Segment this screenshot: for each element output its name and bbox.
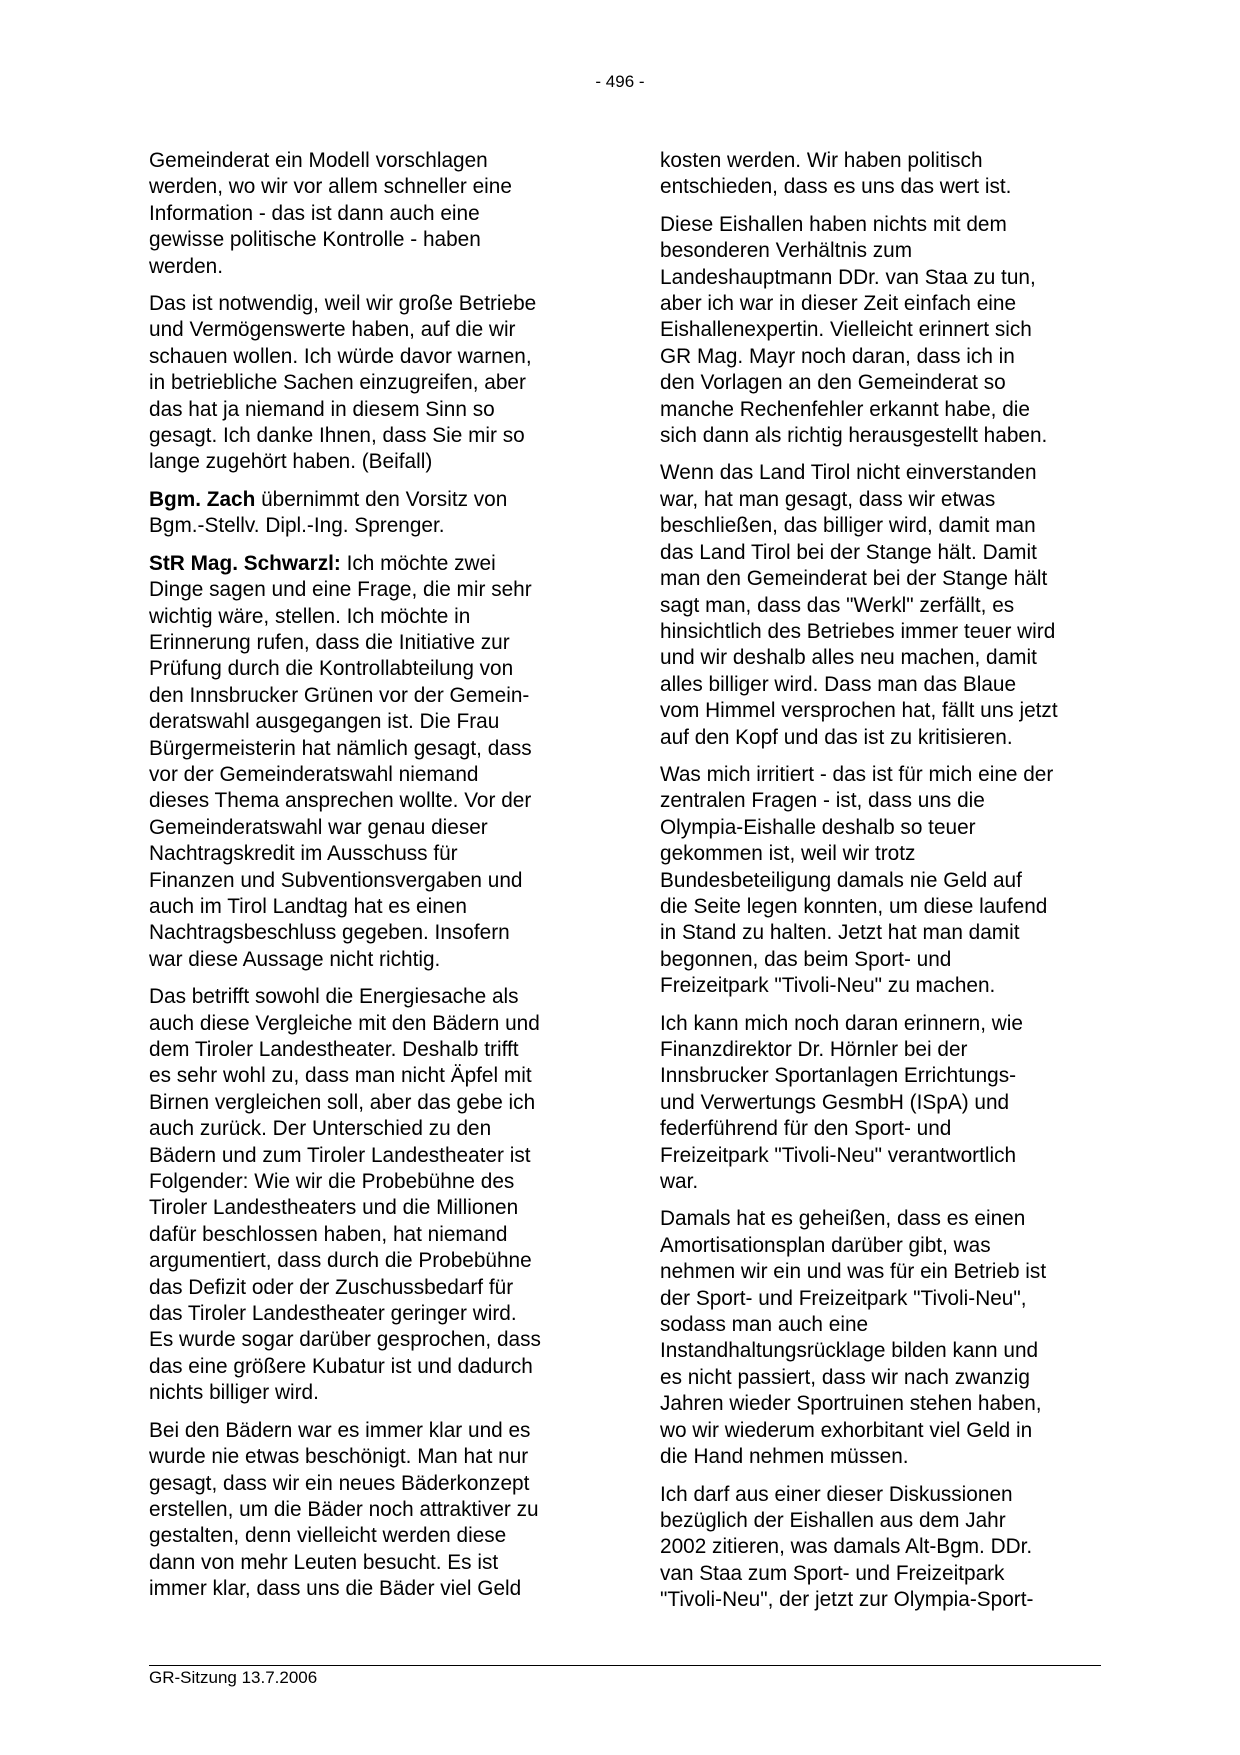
paragraph — [149, 551, 594, 974]
text-line: Tiroler Landestheaters und die Millionen — [149, 1196, 519, 1220]
text-line: das Tiroler Landestheater geringer wird. — [149, 1302, 517, 1326]
text-line: und wir deshalb alles neu machen, damit — [660, 646, 1037, 670]
text-line: dann von mehr Leuten besucht. Es ist — [149, 1550, 499, 1574]
paragraph — [149, 984, 594, 1407]
text-line: war. — [660, 1170, 699, 1194]
text-line: Was mich irritiert - das ist für mich eine der — [660, 762, 1054, 786]
text-line: auch im Tirol Landtag hat es einen — [149, 894, 467, 918]
text-line: Eishallenexpertin. Vielleicht erinnert sich — [660, 318, 1032, 342]
text-line: nehmen wir ein und was für ein Betrieb ist — [660, 1260, 1047, 1284]
footer-divider — [149, 1665, 1101, 1666]
text-line: Bgm.-Stellv. Dipl.-Ing. Sprenger. — [149, 514, 445, 538]
speech-text: Ich möchte zwei — [340, 551, 496, 575]
paragraph — [660, 1482, 1105, 1614]
text-line: beschließen, das billiger wird, damit man — [660, 514, 1036, 538]
text-line: war diese Aussage nicht richtig. — [149, 947, 441, 971]
text-line: federführend für den Sport- und — [660, 1117, 952, 1141]
text-line: Bei den Bädern war es immer klar und es — [149, 1418, 531, 1442]
text-line: Folgender: Wie wir die Probebühne des — [149, 1170, 515, 1194]
speaker-name: Bgm. Zach — [149, 487, 256, 511]
text-line: das Land Tirol bei der Stange hält. Damit — [660, 540, 1037, 564]
text-line: kosten werden. Wir haben politisch — [660, 149, 983, 172]
text-line: argumentiert, dass durch die Probebühne — [149, 1249, 532, 1273]
text-line: Olympia-Eishalle deshalb so teuer — [660, 815, 976, 839]
paragraph — [660, 460, 1105, 750]
text-line: sodass man auch eine — [660, 1313, 869, 1337]
text-line: die Hand nehmen müssen. — [660, 1445, 909, 1469]
text-line: gewisse politische Kontrolle - haben — [149, 228, 481, 252]
text-line: Landeshauptmann DDr. van Staa zu tun, — [660, 265, 1036, 289]
text-line: und Verwertungs GesmbH (ISpA) und — [660, 1090, 1010, 1114]
text-line: das eine größere Kubatur ist und dadurch — [149, 1354, 533, 1378]
text-line: wurde nie etwas beschönigt. Man hat nur — [149, 1445, 529, 1469]
text-line: Freizeitpark "Tivoli-Neu" zu machen. — [660, 974, 996, 998]
text-line: alles billiger wird. Dass man das Blaue — [660, 672, 1017, 696]
text-line: Damals hat es geheißen, dass es einen — [660, 1207, 1026, 1231]
text-line: den Innsbrucker Grünen vor der Gemein- — [149, 683, 530, 707]
footer-session-date: GR-Sitzung 13.7.2006 — [149, 1668, 318, 1687]
text-line: GR Mag. Mayr noch daran, dass ich in — [660, 344, 1015, 368]
paragraph — [149, 291, 594, 476]
text-line: manche Rechenfehler erkannt habe, die — [660, 397, 1030, 421]
text-line — [149, 551, 594, 577]
right-column — [660, 148, 1105, 1625]
text-line: den Vorlagen an den Gemeinderat so — [660, 371, 1006, 395]
text-line: dem Tiroler Landestheater. Deshalb trifft — [149, 1038, 519, 1061]
text-line: Instandhaltungsrücklage bilden kann und — [660, 1339, 1039, 1363]
page-number: - 496 - — [595, 72, 645, 91]
text-line: lange zugehört haben. (Beifall) — [149, 450, 433, 474]
text-line: nichts billiger wird. — [149, 1381, 319, 1405]
text-line: Das ist notwendig, weil wir große Betriebe — [149, 292, 537, 316]
text-line: Ich darf aus einer dieser Diskussionen — [660, 1482, 1013, 1506]
paragraph — [660, 212, 1105, 450]
text-line: vor der Gemeinderatswahl niemand — [149, 762, 479, 786]
text-line: auf den Kopf und das ist zu kritisieren. — [660, 725, 1013, 749]
text-line: wo wir wiederum exhorbitant viel Geld in — [660, 1418, 1033, 1442]
text-line: Wenn das Land Tirol nicht einverstanden — [660, 461, 1037, 485]
text-line: gestalten, denn vielleicht werden diese — [149, 1524, 507, 1548]
text-line: entschieden, dass es uns das wert ist. — [660, 175, 1012, 199]
text-line: Freizeitpark "Tivoli-Neu" verantwortlich — [660, 1143, 1017, 1167]
text-line: auch zurück. Der Unterschied zu den — [149, 1117, 492, 1141]
text-line: gesagt, dass wir ein neues Bäderkonzept — [149, 1471, 530, 1495]
text-line: Finanzen und Subventionsvergaben und — [149, 868, 523, 892]
text-line: Prüfung durch die Kontrollabteilung von — [149, 657, 514, 681]
text-line: gesagt. Ich danke Ihnen, dass Sie mir so — [149, 424, 525, 448]
text-line: gekommen ist, weil wir trotz — [660, 842, 916, 866]
paragraph — [660, 1011, 1105, 1196]
text-line: "Tivoli-Neu", der jetzt zur Olympia-Sport- — [660, 1588, 1034, 1612]
paragraph — [660, 762, 1105, 1000]
text-line: in Stand zu halten. Jetzt hat man damit — [660, 921, 1020, 945]
text-line: in betriebliche Sachen einzugreifen, aber — [149, 371, 526, 395]
text-line: schauen wollen. Ich würde davor warnen, — [149, 344, 532, 368]
speaker-name: StR Mag. Schwarzl: — [149, 551, 341, 575]
text-line: Amortisationsplan darüber gibt, was — [660, 1233, 991, 1257]
text-line: Es wurde sogar darüber gesprochen, dass — [149, 1328, 541, 1352]
text-line: Bürgermeisterin hat nämlich gesagt, dass — [149, 736, 532, 760]
text-line: bezüglich der Eishallen aus dem Jahr — [660, 1508, 1006, 1532]
text-line: erstellen, um die Bäder noch attraktiver zu — [149, 1497, 539, 1521]
text-line — [149, 487, 594, 513]
text-line: werden. — [149, 254, 223, 278]
text-line: war, hat man gesagt, dass wir etwas — [660, 487, 996, 511]
text-line: hinsichtlich des Betriebes immer teuer wird — [660, 619, 1056, 643]
text-line: Information - das ist dann auch eine — [149, 201, 480, 225]
paragraph — [149, 148, 594, 280]
text-line: Bundesbeteiligung damals nie Geld auf — [660, 868, 1022, 892]
text-line: Bädern und zum Tiroler Landestheater ist — [149, 1143, 531, 1167]
text-line: van Staa zum Sport- und Freizeitpark — [660, 1561, 1005, 1585]
text-line: dafür beschlossen haben, hat niemand — [149, 1222, 508, 1246]
text-line: Erinnerung rufen, dass die Initiative zur — [149, 630, 510, 654]
text-line: es nicht passiert, dass wir nach zwanzig — [660, 1365, 1030, 1389]
text-line: 2002 zitieren, was damals Alt-Bgm. DDr. — [660, 1535, 1033, 1559]
text-line: Gemeinderat ein Modell vorschlagen — [149, 149, 488, 172]
text-line: aber ich war in dieser Zeit einfach eine — [660, 292, 1017, 316]
text-line: und Vermögenswerte haben, auf die wir — [149, 318, 516, 342]
text-line: Nachtragsbeschluss gegeben. Insofern — [149, 921, 510, 945]
text-line: dieses Thema ansprechen wollte. Vor der — [149, 789, 532, 813]
text-line: das Defizit oder der Zuschussbedarf für — [149, 1275, 514, 1299]
text-line: Jahren wieder Sportruinen stehen haben, — [660, 1392, 1042, 1416]
text-line: begonnen, das beim Sport- und — [660, 947, 952, 971]
text-line: man den Gemeinderat bei der Stange hält — [660, 567, 1048, 591]
text-line: vom Himmel versprochen hat, fällt uns jetzt — [660, 699, 1058, 723]
text-line: wichtig wäre, stellen. Ich möchte in — [149, 604, 471, 628]
text-line: das hat ja niemand in diesem Sinn so — [149, 397, 495, 421]
speech-text: übernimmt den Vorsitz von — [255, 487, 508, 511]
text-line: auch diese Vergleiche mit den Bädern und — [149, 1011, 540, 1035]
text-line: werden, wo wir vor allem schneller eine — [149, 175, 512, 199]
text-line: es sehr wohl zu, dass man nicht Äpfel mit — [149, 1064, 532, 1088]
paragraph — [149, 487, 594, 540]
text-line: immer klar, dass uns die Bäder viel Geld — [149, 1577, 522, 1601]
text-line: sich dann als richtig herausgestellt haben. — [660, 424, 1048, 448]
text-line: Dinge sagen und eine Frage, die mir sehr — [149, 578, 532, 602]
text-line: deratswahl ausgegangen ist. Die Frau — [149, 710, 500, 734]
paragraph — [660, 1206, 1105, 1470]
left-column — [149, 148, 594, 1614]
text-line: der Sport- und Freizeitpark "Tivoli-Neu", — [660, 1286, 1027, 1310]
text-line: Innsbrucker Sportanlagen Errichtungs- — [660, 1064, 1017, 1088]
text-line: Birnen vergleichen soll, aber das gebe ich — [149, 1090, 536, 1114]
text-line: Nachtragskredit im Ausschuss für — [149, 842, 458, 866]
paragraph — [660, 148, 1105, 201]
text-line: Das betrifft sowohl die Energiesache als — [149, 985, 519, 1009]
text-line: besonderen Verhältnis zum — [660, 239, 913, 263]
text-line: die Seite legen konnten, um diese laufend — [660, 894, 1048, 918]
text-line: sagt man, dass das "Werkl" zerfällt, es — [660, 593, 1015, 617]
text-line: Finanzdirektor Dr. Hörnler bei der — [660, 1038, 968, 1061]
text-line: Diese Eishallen haben nichts mit dem — [660, 212, 1007, 236]
text-line: zentralen Fragen - ist, dass uns die — [660, 789, 985, 813]
paragraph — [149, 1418, 594, 1603]
text-line: Gemeinderatswahl war genau dieser — [149, 815, 488, 839]
text-line: Ich kann mich noch daran erinnern, wie — [660, 1011, 1023, 1035]
